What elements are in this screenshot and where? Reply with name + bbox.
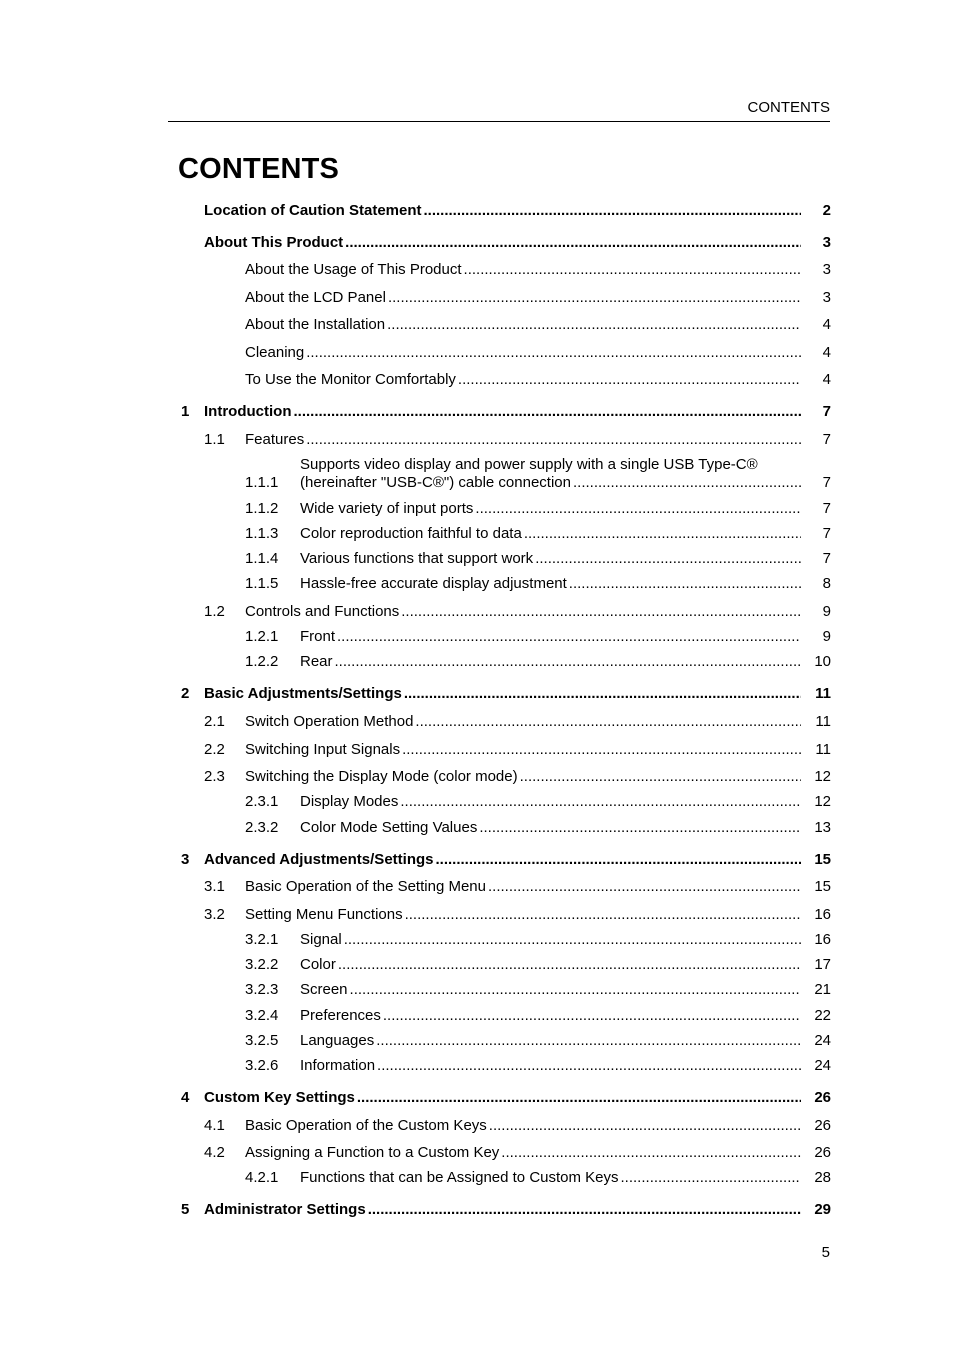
toc-entry-title: Color xyxy=(300,956,336,973)
toc-entry[interactable] xyxy=(0,456,954,492)
toc-entry-number: 3.2.4 xyxy=(245,1007,279,1024)
toc-entry[interactable] xyxy=(0,956,954,974)
toc-entry[interactable] xyxy=(0,500,954,518)
toc-entry[interactable] xyxy=(0,685,954,703)
toc-entry-title-leader xyxy=(300,1032,801,1050)
dot-leader xyxy=(350,981,801,999)
toc-entry[interactable] xyxy=(0,1117,954,1135)
dot-leader xyxy=(388,289,801,307)
dot-leader xyxy=(405,906,801,924)
toc-entry-number: 3.2.2 xyxy=(245,956,279,973)
toc-entry-title: Location of Caution Statement xyxy=(204,202,422,219)
toc-entry-number: 4.2 xyxy=(204,1144,225,1161)
toc-entry-title: Rear xyxy=(300,653,333,670)
toc-entry-page: 21 xyxy=(814,981,831,998)
dot-leader xyxy=(337,628,801,646)
toc-entry[interactable] xyxy=(0,371,954,389)
toc-entry-number: 2 xyxy=(181,685,190,702)
toc-entry-page: 7 xyxy=(822,525,831,542)
toc-entry-number: 3.2 xyxy=(204,906,225,923)
toc-entry-title-leader xyxy=(245,316,801,334)
dot-leader xyxy=(383,1007,801,1025)
toc-entry[interactable] xyxy=(0,1007,954,1025)
toc-entry-title: Preferences xyxy=(300,1007,381,1024)
dot-leader xyxy=(338,956,801,974)
toc-entry-number: 3 xyxy=(181,851,190,868)
toc-entry[interactable] xyxy=(0,851,954,869)
toc-entry-number: 2.3.2 xyxy=(245,819,279,836)
toc-entry[interactable] xyxy=(0,741,954,759)
footer-page-number: 5 xyxy=(821,1244,830,1261)
dot-leader xyxy=(402,741,801,759)
toc-entry-page: 3 xyxy=(822,234,831,251)
toc-entry-title-leader xyxy=(300,1057,801,1075)
toc-entry-title: Basic Operation of the Setting Menu xyxy=(245,878,486,895)
toc-entry-page: 22 xyxy=(814,1007,831,1024)
toc-entry-number: 5 xyxy=(181,1201,190,1218)
toc-entry-number: 1 xyxy=(181,403,190,420)
toc-entry-title: Switching the Display Mode (color mode) xyxy=(245,768,518,785)
toc-entry-number: 1.1.4 xyxy=(245,550,279,567)
dot-leader xyxy=(479,819,801,837)
toc-entry-number: 1.2 xyxy=(204,603,225,620)
toc-entry-page: 28 xyxy=(814,1169,831,1186)
toc-entry-page: 11 xyxy=(815,685,831,702)
toc-entry-title-leader xyxy=(300,653,801,671)
toc-entry[interactable] xyxy=(0,316,954,334)
toc-entry-page: 13 xyxy=(814,819,831,836)
dot-leader xyxy=(376,1032,801,1050)
toc-entry-number: 2.3.1 xyxy=(245,793,279,810)
toc-entry-title-line1: Supports video display and power supply with a single USB Type-C® xyxy=(300,456,758,473)
toc-entry-title-leader xyxy=(204,202,801,220)
dot-leader xyxy=(464,261,801,279)
toc-entry-page: 10 xyxy=(814,653,831,670)
dot-leader xyxy=(573,474,801,492)
toc-entry-title: Custom Key Settings xyxy=(204,1089,355,1106)
toc-entry-title: About the LCD Panel xyxy=(245,289,386,306)
dot-leader xyxy=(401,603,801,621)
dot-leader xyxy=(520,768,801,786)
dot-leader xyxy=(621,1169,801,1187)
toc-entry-number: 2.3 xyxy=(204,768,225,785)
toc-entry-title: Hassle-free accurate display adjustment xyxy=(300,575,567,592)
dot-leader xyxy=(404,685,801,703)
toc-entry-title-leader xyxy=(300,575,801,593)
toc-entry-number: 4.2.1 xyxy=(245,1169,279,1186)
dot-leader xyxy=(335,653,801,671)
toc-entry-title: About the Installation xyxy=(245,316,386,333)
toc-entry-title-leader xyxy=(204,685,801,703)
toc-entry-title: Front xyxy=(300,628,336,645)
toc-entry-title-leader xyxy=(300,981,801,999)
dot-leader xyxy=(524,525,801,543)
dot-leader xyxy=(475,500,801,518)
dot-leader xyxy=(345,234,801,252)
toc-entry-title-leader xyxy=(300,628,801,646)
toc-entry-title: Information xyxy=(300,1057,376,1074)
toc-entry-page: 7 xyxy=(822,403,831,420)
toc-entry[interactable] xyxy=(0,981,954,999)
toc-entry-title: About This Product xyxy=(204,234,344,251)
dot-leader xyxy=(306,344,801,362)
dot-leader xyxy=(488,878,801,896)
toc-entry-title-leader xyxy=(245,1144,801,1162)
toc-entry-title: Basic Adjustments/Settings xyxy=(204,685,402,702)
dot-leader xyxy=(306,431,801,449)
toc-entry-title: Introduction xyxy=(204,403,292,420)
dot-leader xyxy=(535,550,801,568)
toc-entry-title-leader xyxy=(245,603,801,621)
toc-entry-page: 4 xyxy=(822,316,831,333)
toc-entry-title: Display Modes xyxy=(300,793,399,810)
dot-leader xyxy=(344,931,801,949)
toc-entry-title: Screen xyxy=(300,981,348,998)
toc-entry-page: 3 xyxy=(822,261,831,278)
toc-entry-title: (hereinafter "USB-C®") cable connection xyxy=(300,474,571,491)
toc-entry-title: Languages xyxy=(300,1032,375,1049)
toc-entry[interactable] xyxy=(0,1032,954,1050)
dot-leader xyxy=(489,1117,801,1135)
toc-entry[interactable] xyxy=(0,768,954,786)
toc-entry-title-leader xyxy=(245,261,801,279)
dot-leader xyxy=(293,403,801,421)
toc-entry-page: 7 xyxy=(822,500,831,517)
toc-entry-number: 2.2 xyxy=(204,741,225,758)
dot-leader xyxy=(387,316,801,334)
toc-entry-page: 26 xyxy=(814,1144,831,1161)
dot-leader xyxy=(458,371,801,389)
toc-entry[interactable] xyxy=(0,550,954,568)
toc-entry-number: 1.2.2 xyxy=(245,653,279,670)
toc-entry-page: 16 xyxy=(814,931,831,948)
toc-entry-title-leader xyxy=(204,851,801,869)
toc-entry-title-leader xyxy=(204,234,801,252)
toc-entry-number: 3.2.1 xyxy=(245,931,279,948)
toc-entry[interactable] xyxy=(0,234,954,252)
dot-leader xyxy=(569,575,801,593)
toc-entry-title: Assigning a Function to a Custom Key xyxy=(245,1144,500,1161)
toc-entry-page: 7 xyxy=(822,474,831,491)
toc-entry-page: 4 xyxy=(822,344,831,361)
toc-entry-title: Basic Operation of the Custom Keys xyxy=(245,1117,487,1134)
page-title: CONTENTS xyxy=(178,153,340,185)
toc-entry-number: 2.1 xyxy=(204,713,225,730)
toc-entry-title-leader xyxy=(245,878,801,896)
toc-entry-title-leader xyxy=(245,344,801,362)
toc-entry-title: Wide variety of input ports xyxy=(300,500,474,517)
toc-entry[interactable] xyxy=(0,906,954,924)
toc-entry[interactable] xyxy=(0,931,954,949)
toc-entry-page: 12 xyxy=(814,768,831,785)
toc-entry-number: 1.1 xyxy=(204,431,225,448)
toc-entry[interactable] xyxy=(0,1089,954,1107)
toc-entry-title-leader xyxy=(245,289,801,307)
toc-entry-page: 24 xyxy=(814,1057,831,1074)
toc-entry-title-leader xyxy=(245,906,801,924)
toc-entry-title-leader xyxy=(300,956,801,974)
toc-entry-title: Switch Operation Method xyxy=(245,713,414,730)
toc-entry-title-leader xyxy=(300,500,801,518)
toc-entry-page: 2 xyxy=(822,202,831,219)
toc-entry-page: 9 xyxy=(822,628,831,645)
toc-entry[interactable] xyxy=(0,878,954,896)
toc-entry-title: Color reproduction faithful to data xyxy=(300,525,522,542)
toc-entry[interactable] xyxy=(0,793,954,811)
dot-leader xyxy=(424,202,802,220)
toc-entry-number: 3.2.3 xyxy=(245,981,279,998)
toc-entry-page: 4 xyxy=(822,371,831,388)
toc-entry[interactable] xyxy=(0,713,954,731)
dot-leader xyxy=(368,1201,801,1219)
toc-entry-title-leader xyxy=(204,403,801,421)
toc-entry[interactable] xyxy=(0,1057,954,1075)
toc-entry-title-leader xyxy=(300,550,801,568)
toc-entry-title: Cleaning xyxy=(245,344,305,361)
dot-leader xyxy=(400,793,801,811)
toc-entry-title-leader xyxy=(245,1117,801,1135)
toc-entry-page: 7 xyxy=(822,550,831,567)
toc-entry-title-leader xyxy=(300,1169,801,1187)
toc-entry-title: Advanced Adjustments/Settings xyxy=(204,851,434,868)
toc-entry-title: Color Mode Setting Values xyxy=(300,819,478,836)
toc-entry-title-leader xyxy=(300,931,801,949)
toc-entry-title-leader xyxy=(300,474,801,492)
toc-entry[interactable] xyxy=(0,603,954,621)
toc-entry-title: About the Usage of This Product xyxy=(245,261,462,278)
toc-entry[interactable] xyxy=(0,344,954,362)
toc-entry[interactable] xyxy=(0,403,954,421)
toc-entry[interactable] xyxy=(0,1144,954,1162)
toc-entry-page: 24 xyxy=(814,1032,831,1049)
dot-leader xyxy=(435,851,801,869)
toc-entry-number: 1.1.5 xyxy=(245,575,279,592)
toc-entry-page: 15 xyxy=(814,851,831,868)
toc-entry-title-leader xyxy=(245,431,801,449)
dot-leader xyxy=(415,713,801,731)
toc-entry[interactable] xyxy=(0,1201,954,1219)
toc-entry-page: 15 xyxy=(814,878,831,895)
toc-entry-page: 7 xyxy=(822,431,831,448)
toc-entry-title-leader xyxy=(300,819,801,837)
toc-entry-number: 4 xyxy=(181,1089,190,1106)
toc-entry-page: 16 xyxy=(814,906,831,923)
toc-entry-number: 3.1 xyxy=(204,878,225,895)
toc-entry-number: 1.1.2 xyxy=(245,500,279,517)
toc-entry-page: 12 xyxy=(814,793,831,810)
toc-entry-page: 8 xyxy=(822,575,831,592)
toc-entry-number: 1.2.1 xyxy=(245,628,279,645)
toc-entry-title: Signal xyxy=(300,931,342,948)
toc-entry[interactable] xyxy=(0,431,954,449)
toc-entry-page: 26 xyxy=(814,1117,831,1134)
toc-entry-page: 11 xyxy=(815,741,831,758)
toc-entry-title-leader xyxy=(245,713,801,731)
toc-entry-page: 3 xyxy=(822,289,831,306)
toc-entry[interactable] xyxy=(0,653,954,671)
toc-entry-page: 17 xyxy=(814,956,831,973)
toc-entry-page: 26 xyxy=(814,1089,831,1106)
dot-leader xyxy=(501,1144,801,1162)
dot-leader xyxy=(377,1057,801,1075)
toc-entry-title: Features xyxy=(245,431,305,448)
toc-entry-title-leader xyxy=(245,768,801,786)
toc-entry-title: Various functions that support work xyxy=(300,550,534,567)
dot-leader xyxy=(357,1089,801,1107)
toc-entry-title: To Use the Monitor Comfortably xyxy=(245,371,456,388)
toc-entry-number: 3.2.5 xyxy=(245,1032,279,1049)
toc-entry-page: 29 xyxy=(814,1201,831,1218)
toc-entry-number: 3.2.6 xyxy=(245,1057,279,1074)
toc-entry-title-leader xyxy=(300,793,801,811)
toc-entry-number: 1.1.3 xyxy=(245,525,279,542)
toc-entry-page: 9 xyxy=(822,603,831,620)
toc-entry[interactable] xyxy=(0,575,954,593)
toc-entry[interactable] xyxy=(0,1169,954,1187)
toc-entry[interactable] xyxy=(0,202,954,220)
toc-entry-title-leader xyxy=(245,371,801,389)
toc-entry[interactable] xyxy=(0,289,954,307)
toc-entry-title: Administrator Settings xyxy=(204,1201,366,1218)
toc-entry-title: Setting Menu Functions xyxy=(245,906,403,923)
toc-entry-title: Controls and Functions xyxy=(245,603,400,620)
toc-entry-title-leader xyxy=(300,525,801,543)
toc-entry-number: 1.1.1 xyxy=(245,474,279,491)
toc-entry[interactable] xyxy=(0,819,954,837)
toc-entry-page: 11 xyxy=(815,713,831,730)
toc-entry-title-leader xyxy=(204,1089,801,1107)
toc-entry[interactable] xyxy=(0,525,954,543)
toc-entry-number: 4.1 xyxy=(204,1117,225,1134)
toc-entry[interactable] xyxy=(0,261,954,279)
running-header: CONTENTS xyxy=(747,99,830,116)
toc-entry-title-leader xyxy=(245,741,801,759)
toc-entry-title: Switching Input Signals xyxy=(245,741,401,758)
toc-entry-title-leader xyxy=(204,1201,801,1219)
toc-entry[interactable] xyxy=(0,628,954,646)
toc-entry-title-leader xyxy=(300,1007,801,1025)
toc-entry-title: Functions that can be Assigned to Custom Keys xyxy=(300,1169,619,1186)
